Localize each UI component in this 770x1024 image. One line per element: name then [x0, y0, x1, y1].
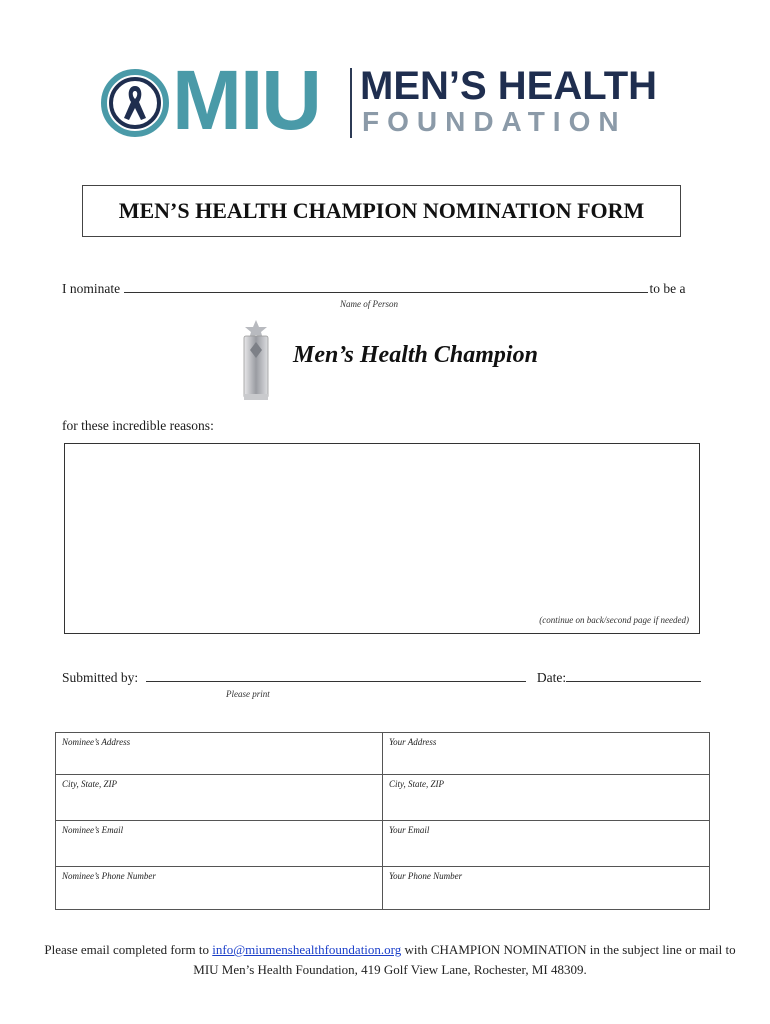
continue-note: (continue on back/second page if needed)	[539, 615, 689, 625]
reasons-textbox[interactable]	[64, 443, 700, 634]
footer-text-after: with CHAMPION NOMINATION in the subject line or mail to MIU Men’s Health Foundation, 419 Golf View Lane, Rochester, MI 48309.	[193, 942, 736, 977]
email-link[interactable]: info@miumenshealthfoundation.org	[212, 942, 402, 957]
nominee-city-state-zip-cell[interactable]: City, State, ZIP	[56, 775, 383, 821]
nominee-address-cell[interactable]: Nominee’s Address	[56, 733, 383, 775]
logo-foundation-text: FOUNDATION	[362, 106, 627, 137]
date-label: Date:	[536, 670, 567, 685]
logo-mens-health-text: MEN’S HEALTH	[360, 64, 658, 108]
nominate-prefix: I nominate	[62, 281, 121, 296]
date-field[interactable]	[566, 670, 701, 682]
form-title-box	[82, 185, 681, 237]
table-row	[56, 821, 710, 867]
champion-title: Men’s Health Champion	[293, 342, 538, 368]
form-title: MEN’S HEALTH CHAMPION NOMINATION FORM	[118, 198, 645, 223]
star-trophy-icon	[236, 318, 276, 402]
logo-miu-text: MIU	[172, 53, 320, 147]
footer-text-before: Please email completed form to	[44, 942, 209, 957]
contact-info-table	[55, 732, 710, 910]
reasons-label: for these incredible reasons:	[62, 418, 214, 433]
submitted-label: Submitted by:	[62, 670, 139, 685]
submitted-line	[62, 670, 701, 686]
name-of-person-hint: Name of Person	[340, 299, 398, 309]
table-row	[56, 867, 710, 910]
table-row	[56, 775, 710, 821]
logo-divider	[350, 68, 352, 138]
your-phone-cell[interactable]: Your Phone Number	[383, 867, 710, 910]
nominate-suffix: to be a	[649, 281, 686, 296]
submitted-by-field[interactable]	[146, 670, 526, 682]
your-email-cell[interactable]: Your Email	[383, 821, 710, 867]
nominee-phone-cell[interactable]: Nominee’s Phone Number	[56, 867, 383, 910]
nominee-email-cell[interactable]: Nominee’s Email	[56, 821, 383, 867]
nominate-line	[62, 281, 685, 297]
ribbon-ring-icon	[100, 68, 170, 138]
please-print-hint: Please print	[226, 689, 270, 699]
table-row	[56, 733, 710, 775]
your-address-cell[interactable]: Your Address	[383, 733, 710, 775]
footer-instructions	[40, 940, 740, 980]
foundation-logo	[100, 53, 670, 147]
your-city-state-zip-cell[interactable]: City, State, ZIP	[383, 775, 710, 821]
nominee-name-field[interactable]	[124, 281, 648, 293]
